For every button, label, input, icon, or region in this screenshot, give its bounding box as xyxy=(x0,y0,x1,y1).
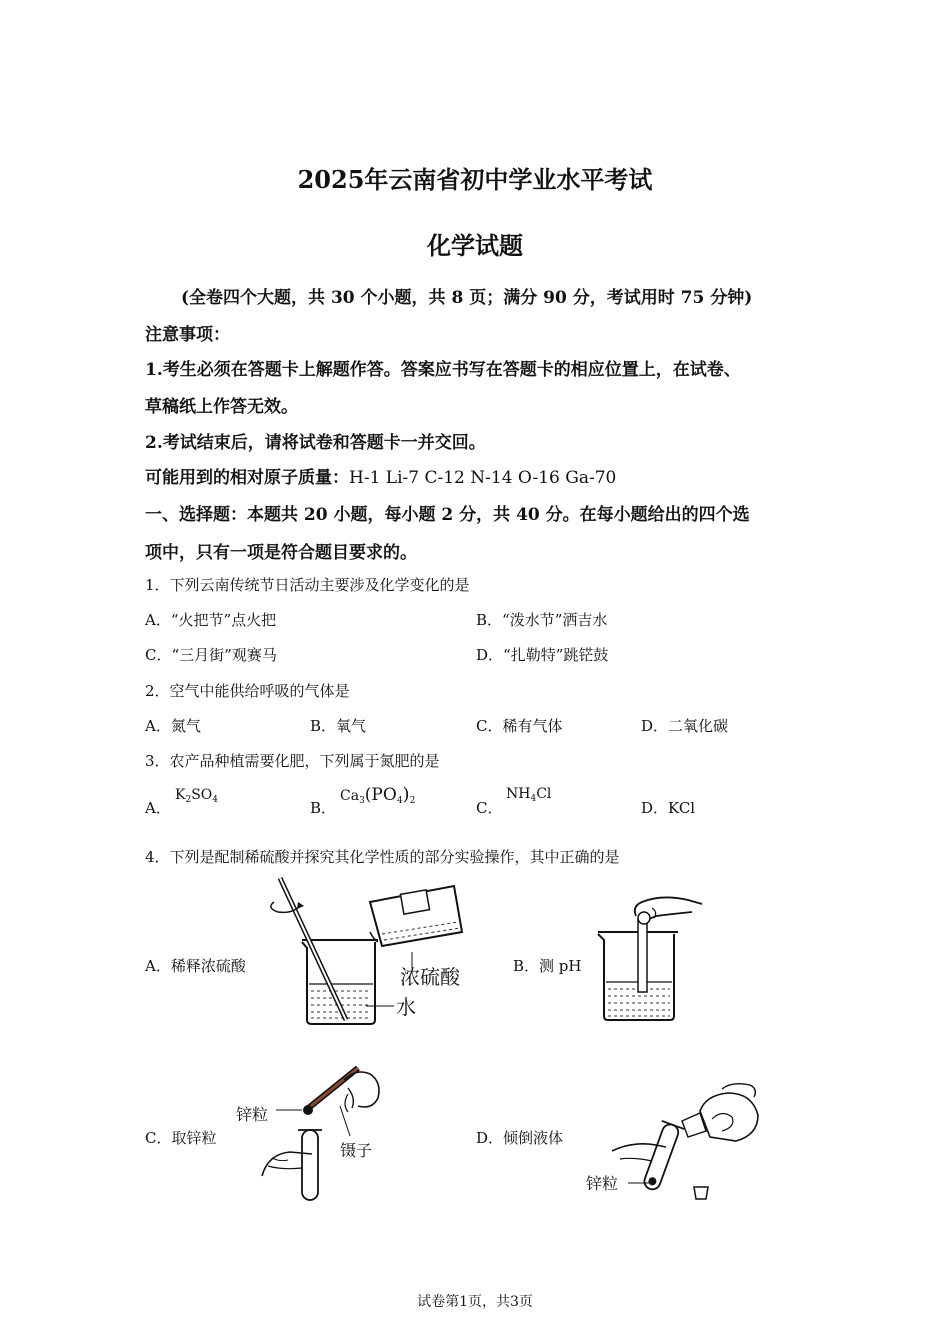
q3-option-b-formula: $Ca_3(PO_4)_2$ xyxy=(340,784,416,806)
q4-stem: 4．下列是配制稀硫酸并探究其化学性质的部分实验操作，其中正确的是 xyxy=(145,848,620,866)
section-1-line-1: 一、选择题：本题共 20 小题，每小题 2 分，共 40 分。在每小题给出的四个选 xyxy=(145,505,750,525)
q1-stem: 1．下列云南传统节日活动主要涉及化学变化的是 xyxy=(145,576,470,594)
q3-option-c-label: C． xyxy=(476,799,503,817)
q3-stem: 3．农产品种植需要化肥，下列属于氮肥的是 xyxy=(145,752,440,770)
label-water: 水 xyxy=(396,995,416,1019)
label-zinc-d: 锌粒 xyxy=(586,1174,619,1193)
q1-option-c: C．“三月街”观赛马 xyxy=(145,646,277,664)
figure-d-pour xyxy=(582,1075,772,1205)
q4-option-c: C．取锌粒 xyxy=(145,1129,217,1147)
q3-option-b-label: B． xyxy=(310,799,337,817)
q3-option-c-formula: $NH_4Cl$ xyxy=(506,786,552,804)
section-1-line-2: 项中，只有一项是符合题目要求的。 xyxy=(145,543,417,563)
q2-option-a: A．氮气 xyxy=(145,717,201,735)
note-2: 2.考试结束后，请将试卷和答题卡一并交回。 xyxy=(145,433,486,453)
q2-option-d: D．二氧化碳 xyxy=(641,717,729,735)
q1-option-b: B．“泼水节”洒吉水 xyxy=(476,611,608,629)
q2-stem: 2．空气中能供给呼吸的气体是 xyxy=(145,682,350,700)
q3-option-a-formula: $K_2SO_4$ xyxy=(175,787,219,805)
q1-option-a: A．“火把节”点火把 xyxy=(145,611,277,629)
q3-option-d: D．KCl xyxy=(641,799,696,817)
note-1-line-2: 草稿纸上作答无效。 xyxy=(145,397,298,417)
label-concentrated-acid: 浓硫酸 xyxy=(400,965,460,989)
q4-option-b: B．测 pH xyxy=(513,957,582,975)
q2-option-c: C．稀有气体 xyxy=(476,717,563,735)
figure-c-zinc xyxy=(232,1058,402,1208)
note-1-line-1: 1.考生必须在答题卡上解题作答。答案应书写在答题卡的相应位置上，在试卷、 xyxy=(145,360,741,380)
page-footer: 试卷第1页，共3页 xyxy=(417,1294,533,1310)
label-zinc: 锌粒 xyxy=(236,1105,269,1124)
figure-b-ph xyxy=(592,882,722,1027)
atomic-mass-label: 可能用到的相对原子质量： xyxy=(145,468,349,488)
atomic-mass-line xyxy=(145,463,616,488)
atomic-mass-values: H-1 Li-7 C-12 N-14 O-16 Ga-70 xyxy=(349,468,617,488)
q2-option-b: B．氧气 xyxy=(310,717,367,735)
figure-a-dilution xyxy=(262,872,482,1032)
q1-option-d: D．“扎勒特”跳铓鼓 xyxy=(476,646,609,664)
q3-option-a-label: A． xyxy=(145,799,171,817)
q4-option-a: A．稀释浓硫酸 xyxy=(145,957,246,975)
q4-option-d: D．倾倒液体 xyxy=(476,1129,564,1147)
label-tweezers: 镊子 xyxy=(340,1141,373,1160)
exam-title: 2025年云南省初中学业水平考试 xyxy=(297,165,653,194)
notes-heading: 注意事项： xyxy=(145,325,230,345)
exam-subtitle: 化学试题 xyxy=(427,231,523,260)
exam-info: (全卷四个大题，共 30 个小题，共 8 页；满分 90 分，考试用时 75 分钟) xyxy=(181,288,753,308)
